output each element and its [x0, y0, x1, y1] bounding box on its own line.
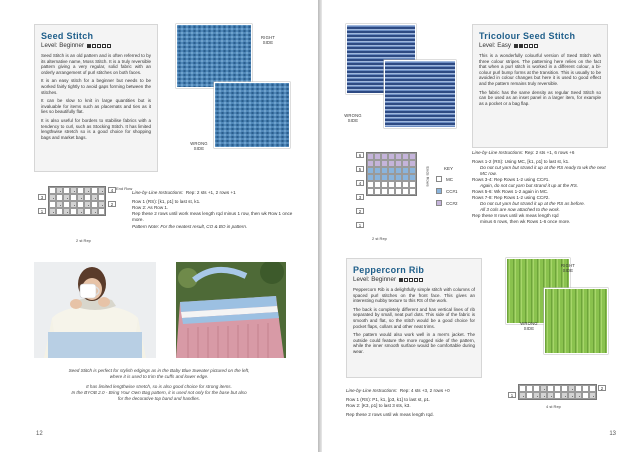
tri-row-number: 1 — [356, 222, 364, 228]
chart-cell — [402, 181, 409, 188]
chart-cell — [56, 201, 63, 208]
peppercorn-paragraph: The back is completely different and has vertical lines of rib separated by small, neat purl dots. This side of the fabric is smooth and flat, so the stitch would be a good choice for pocket flaps, collars and other neat trims. — [353, 306, 475, 329]
right-page-number: 13 — [609, 431, 616, 437]
chart-cell — [533, 392, 540, 399]
peppercorn-swatch-wrong-side — [544, 288, 608, 354]
tri-instruction-line: All 3 cols are now attached to the work. — [480, 207, 560, 212]
chart-cell — [582, 392, 589, 399]
chart-cell — [56, 187, 63, 194]
key-label-mc: MC — [446, 177, 453, 182]
key-swatch-cc2 — [436, 200, 442, 206]
chart-cell — [582, 385, 589, 392]
tricolour-box — [472, 24, 608, 148]
seed-paragraph: It is an easy stitch for a beginner but needs to be worked fairly tightly to avoid gaps forming between the stitches. — [41, 78, 151, 95]
chart-cell — [374, 160, 381, 167]
pep-repeat-label: 4 st Rep — [546, 404, 561, 409]
tri-instruction-line: Rep these 8 rows until wk meas length rqd — [472, 213, 559, 218]
chart-cell — [409, 153, 416, 160]
tri-row-number: 3 — [356, 194, 364, 200]
pep-instruction-line: Rep these 2 rows until wk meas length rqd. — [346, 412, 434, 417]
pep-instructions-heading: Line-by-Line Instructions: — [346, 388, 398, 393]
pep-row-number: 1 — [508, 392, 516, 398]
tri-row-number: 4 — [356, 180, 364, 186]
tri-row-number: 5 — [356, 166, 364, 172]
chart-cell — [91, 201, 98, 208]
chart-cell — [374, 181, 381, 188]
seed-instructions — [132, 190, 302, 230]
chart-cell — [395, 153, 402, 160]
seed-row-number: 2 — [108, 201, 116, 207]
chart-cell — [395, 167, 402, 174]
chart-cell — [367, 153, 374, 160]
chart-cell — [409, 167, 416, 174]
chart-cell — [77, 194, 84, 201]
chart-cell — [381, 160, 388, 167]
pep-instruction-line: Row 2: [K3, p1] to last 3 sts, k3. — [346, 403, 411, 408]
tri-chart-grid — [366, 152, 417, 196]
seed-stitch-box — [34, 24, 158, 172]
chart-cell — [49, 201, 56, 208]
caption-line: for the decorative top band and handles. — [117, 396, 201, 401]
tricolour-level-label: Level: Easy — [479, 42, 511, 49]
pep-repeat-info: Rep: 4 sts +3, 2 rows +0 — [399, 388, 450, 393]
seed-level-row — [41, 42, 151, 49]
key-label-cc1: CC#1 — [446, 189, 458, 194]
chart-cell — [374, 174, 381, 181]
chart-cell — [374, 167, 381, 174]
chart-cell — [49, 194, 56, 201]
chart-cell — [374, 188, 381, 195]
chart-cell — [402, 160, 409, 167]
right-page — [322, 0, 640, 452]
tri-instruction-line: Do not cut yarn but strand it up at the RS as before. — [480, 201, 585, 206]
chart-cell — [547, 392, 554, 399]
pep-right-side-label: RIGHT SIDE — [560, 263, 576, 273]
sweater-photo — [34, 262, 156, 358]
key-swatch-mc — [436, 176, 442, 182]
tri-row-number: 6 — [356, 152, 364, 158]
key-label-cc2: CC#2 — [446, 201, 458, 206]
seed-wrong-side-label: WRONG SIDE — [190, 141, 208, 151]
chart-cell — [77, 208, 84, 215]
seed-instruction-line: Row 2: As Row 1. — [132, 205, 169, 210]
chart-cell — [381, 188, 388, 195]
seed-paragraph: Seed Stitch is an old pattern and is often referred to by its alternative name, Moss Stitch. It is a truly reversible pattern giving a very regular, solid fabric with an orderly arrangement of purl stitches on both faces. — [41, 53, 151, 75]
seed-instruction-line: Row 1 (RS): [k1, p1] to last st, k1. — [132, 199, 201, 204]
tri-instruction-line: Rows 3-4: Rep Rows 1-2 using CC#1. — [472, 177, 550, 182]
bag-photo — [176, 262, 286, 358]
tri-repeat-label: 2 st Rep — [372, 236, 387, 241]
chart-cell — [589, 385, 596, 392]
chart-cell — [98, 187, 105, 194]
tricolour-paragraph: This is a wonderfully colourful version of Seed Stitch with three colour stripes. The patterning here relies on the fact that when a purl stitch is worked in a different colour, a bi-colour purl bump forms at the transition. This is usually to be avoided in colour changes but here it is used to good effect and the pattern remains truly reversible. — [479, 53, 601, 86]
chart-cell — [388, 160, 395, 167]
peppercorn-paragraph: The pattern would also work well in a men's jacket. The outside could feature the more rugged side of the pattern, while the inner smooth surface would be comfortable during wear. — [353, 332, 475, 354]
peppercorn-instructions — [346, 388, 516, 418]
chart-cell — [381, 153, 388, 160]
tri-instruction-line: Rows 1-2 (RS): Using MC, [k1, p1] to last st, k1. — [472, 159, 570, 164]
chart-cell — [395, 188, 402, 195]
chart-cell — [561, 392, 568, 399]
tri-instruction-line: Rows 5-6: Wk Rows 1-2 again in MC. — [472, 189, 549, 194]
chart-cell — [395, 160, 402, 167]
chart-cell — [98, 194, 105, 201]
chart-cell — [402, 174, 409, 181]
caption-line: It has limited lengthwise stretch, so is also good choice for strong items. — [86, 384, 232, 389]
tri-repeat-info: Rep: 2 sts +1, 6 rows +6 — [524, 150, 575, 155]
chart-cell — [63, 201, 70, 208]
photo-caption — [20, 368, 298, 402]
tricolour-paragraph: The fabric has the same density as regular Seed Stitch so can be used as an inset panel in a larger item, for example as a pocket or a bag flap. — [479, 89, 601, 106]
chart-cell — [367, 160, 374, 167]
chart-cell — [561, 385, 568, 392]
tri-wrong-side-label: WRONG SIDE — [344, 113, 362, 123]
seed-repeat-info: Rep: 2 sts +1, 2 rows +1 — [185, 190, 236, 195]
left-page-number: 12 — [36, 431, 43, 437]
chart-cell — [575, 392, 582, 399]
chart-cell — [98, 201, 105, 208]
chart-cell — [84, 187, 91, 194]
seed-description — [41, 53, 151, 140]
tri-row-number: 2 — [356, 208, 364, 214]
chart-cell — [367, 188, 374, 195]
chart-cell — [547, 385, 554, 392]
seed-swatch-right-side — [176, 24, 252, 88]
key-swatch-cc1 — [436, 188, 442, 194]
chart-cell — [409, 174, 416, 181]
tri-instruction-line: minus 6 rows, then wk Rows 1-6 once more. — [480, 219, 571, 224]
chart-cell — [388, 167, 395, 174]
chart-cell — [84, 208, 91, 215]
chart-cell — [367, 174, 374, 181]
seed-paragraph: It is also useful for borders to stabilise fabrics with a tendency to curl, such as Stocking Stitch. It has limited lengthwise stretch so is a good choice for shopping bags and market bags. — [41, 117, 151, 140]
caption-line: where it is used to trim the cuffs and lower edge. — [109, 374, 209, 379]
chart-cell — [70, 187, 77, 194]
seed-level-label: Level: Beginner — [41, 42, 84, 49]
chart-cell — [91, 194, 98, 201]
caption-line: Seed Stitch is perfect for stylish edgings as in the Baby Blue Sweater pictured on the left, — [68, 368, 250, 373]
chart-cell — [367, 181, 374, 188]
seed-row-number: 3 — [38, 194, 46, 200]
chart-cell — [388, 174, 395, 181]
seed-instructions-heading: Line-by-Line Instructions: — [132, 190, 184, 195]
tricolour-description — [479, 53, 601, 106]
seed-right-side-label: RIGHT SIDE — [260, 35, 276, 45]
left-page — [0, 0, 318, 452]
caption-line: In the BYOB 2.0 - Bring Your Own Bag pattern, it is used not only for the base but also — [71, 390, 247, 395]
tri-instruction-line: Rows 7-8: Rep Rows 1-2 using CC#2. — [472, 195, 550, 200]
chart-cell — [526, 392, 533, 399]
tricolour-instructions — [472, 150, 612, 225]
chart-cell — [589, 392, 596, 399]
chart-cell — [56, 208, 63, 215]
chart-cell — [63, 208, 70, 215]
chart-cell — [49, 208, 56, 215]
peppercorn-description — [353, 287, 475, 355]
tri-key-title: KEY — [444, 166, 454, 171]
tricolour-chart — [366, 152, 417, 196]
tri-instructions-heading: Line-by-Line Instructions: — [472, 150, 524, 155]
pep-chart-grid — [518, 384, 597, 400]
seed-repeat-label: 2 st Rep — [76, 238, 91, 243]
seed-row-number: 4 — [108, 187, 116, 193]
seed-instruction-line: Rep these 2 rows until work meas length rqd minus 1 row, then wk Row 1 once more. — [132, 211, 293, 222]
woman-in-sweater-image — [34, 262, 156, 358]
chart-cell — [70, 194, 77, 201]
peppercorn-title: Peppercorn Rib — [353, 265, 425, 275]
chart-cell — [70, 201, 77, 208]
tricolour-level-row — [479, 42, 601, 49]
chart-cell — [49, 187, 56, 194]
chart-cell — [519, 392, 526, 399]
chart-cell — [63, 187, 70, 194]
tri-instruction-line: Again, do not cut yarn but strand it up at the RS. — [480, 183, 579, 188]
chart-cell — [63, 194, 70, 201]
chart-cell — [374, 153, 381, 160]
chart-cell — [388, 188, 395, 195]
seed-row-number: 1 — [38, 208, 46, 214]
chart-cell — [575, 385, 582, 392]
pep-wrong-side-label: WRONG SIDE — [520, 321, 538, 331]
chart-cell — [395, 181, 402, 188]
seed-chart-grid — [48, 186, 106, 216]
pep-row-number: 2 — [598, 385, 606, 391]
peppercorn-paragraph: Peppercorn Rib is a delightfully simple stitch with columns of spaced purl stitches on the front face. This gives an interesting nubby texture to this RS of the work. — [353, 287, 475, 304]
chart-cell — [402, 188, 409, 195]
chart-cell — [388, 181, 395, 188]
difficulty-meter-icon — [87, 44, 111, 48]
seed-end-row-label: End Row — [116, 186, 133, 191]
peppercorn-level-label: Level: Beginner — [353, 276, 396, 283]
chart-cell — [402, 167, 409, 174]
chart-cell — [526, 385, 533, 392]
tricolour-title: Tricolour Seed Stitch — [479, 31, 576, 41]
chart-cell — [77, 187, 84, 194]
chart-cell — [381, 167, 388, 174]
chart-cell — [540, 385, 547, 392]
chart-cell — [56, 194, 63, 201]
chart-cell — [402, 153, 409, 160]
chart-cell — [395, 174, 402, 181]
chart-cell — [554, 392, 561, 399]
chart-cell — [91, 208, 98, 215]
chart-cell — [84, 194, 91, 201]
peppercorn-box — [346, 258, 482, 378]
tri-instruction-line: Do not cut yarn but strand it up at the RS ready to wk the next MC row. — [480, 165, 606, 176]
chart-cell — [381, 174, 388, 181]
chart-cell — [554, 385, 561, 392]
pep-instruction-line: Row 1 (RS): P1, k1, [p3, k1] to last st, p1. — [346, 397, 431, 402]
chart-cell — [77, 201, 84, 208]
chart-cell — [568, 385, 575, 392]
tri-ends-rows-label: Ends Rows — [425, 166, 431, 187]
seed-swatch-wrong-side — [214, 82, 290, 148]
seed-stitch-chart — [48, 186, 106, 216]
peppercorn-chart — [518, 384, 597, 400]
difficulty-meter-icon — [399, 278, 423, 282]
chart-cell — [98, 208, 105, 215]
chart-cell — [388, 153, 395, 160]
chart-cell — [84, 201, 91, 208]
chart-cell — [409, 188, 416, 195]
knitted-bag-image — [176, 262, 286, 358]
seed-stitch-title: Seed Stitch — [41, 31, 94, 41]
chart-cell — [367, 167, 374, 174]
difficulty-meter-icon — [514, 44, 538, 48]
chart-cell — [540, 392, 547, 399]
seed-paragraph: It can be slow to knit in large quantities but is invaluable for items such as placemats and ties as it lies so beautifully flat. — [41, 98, 151, 115]
chart-cell — [533, 385, 540, 392]
chart-cell — [70, 208, 77, 215]
chart-cell — [519, 385, 526, 392]
tri-instruction-lines — [472, 159, 612, 225]
seed-pattern-note: Pattern Note: For the neatest result, CO & BO in pattern. — [132, 224, 248, 229]
chart-cell — [409, 160, 416, 167]
peppercorn-level-row — [353, 276, 475, 283]
chart-cell — [568, 392, 575, 399]
chart-cell — [91, 187, 98, 194]
tricolour-swatch-wrong-side — [384, 60, 456, 128]
chart-cell — [381, 181, 388, 188]
chart-cell — [409, 181, 416, 188]
